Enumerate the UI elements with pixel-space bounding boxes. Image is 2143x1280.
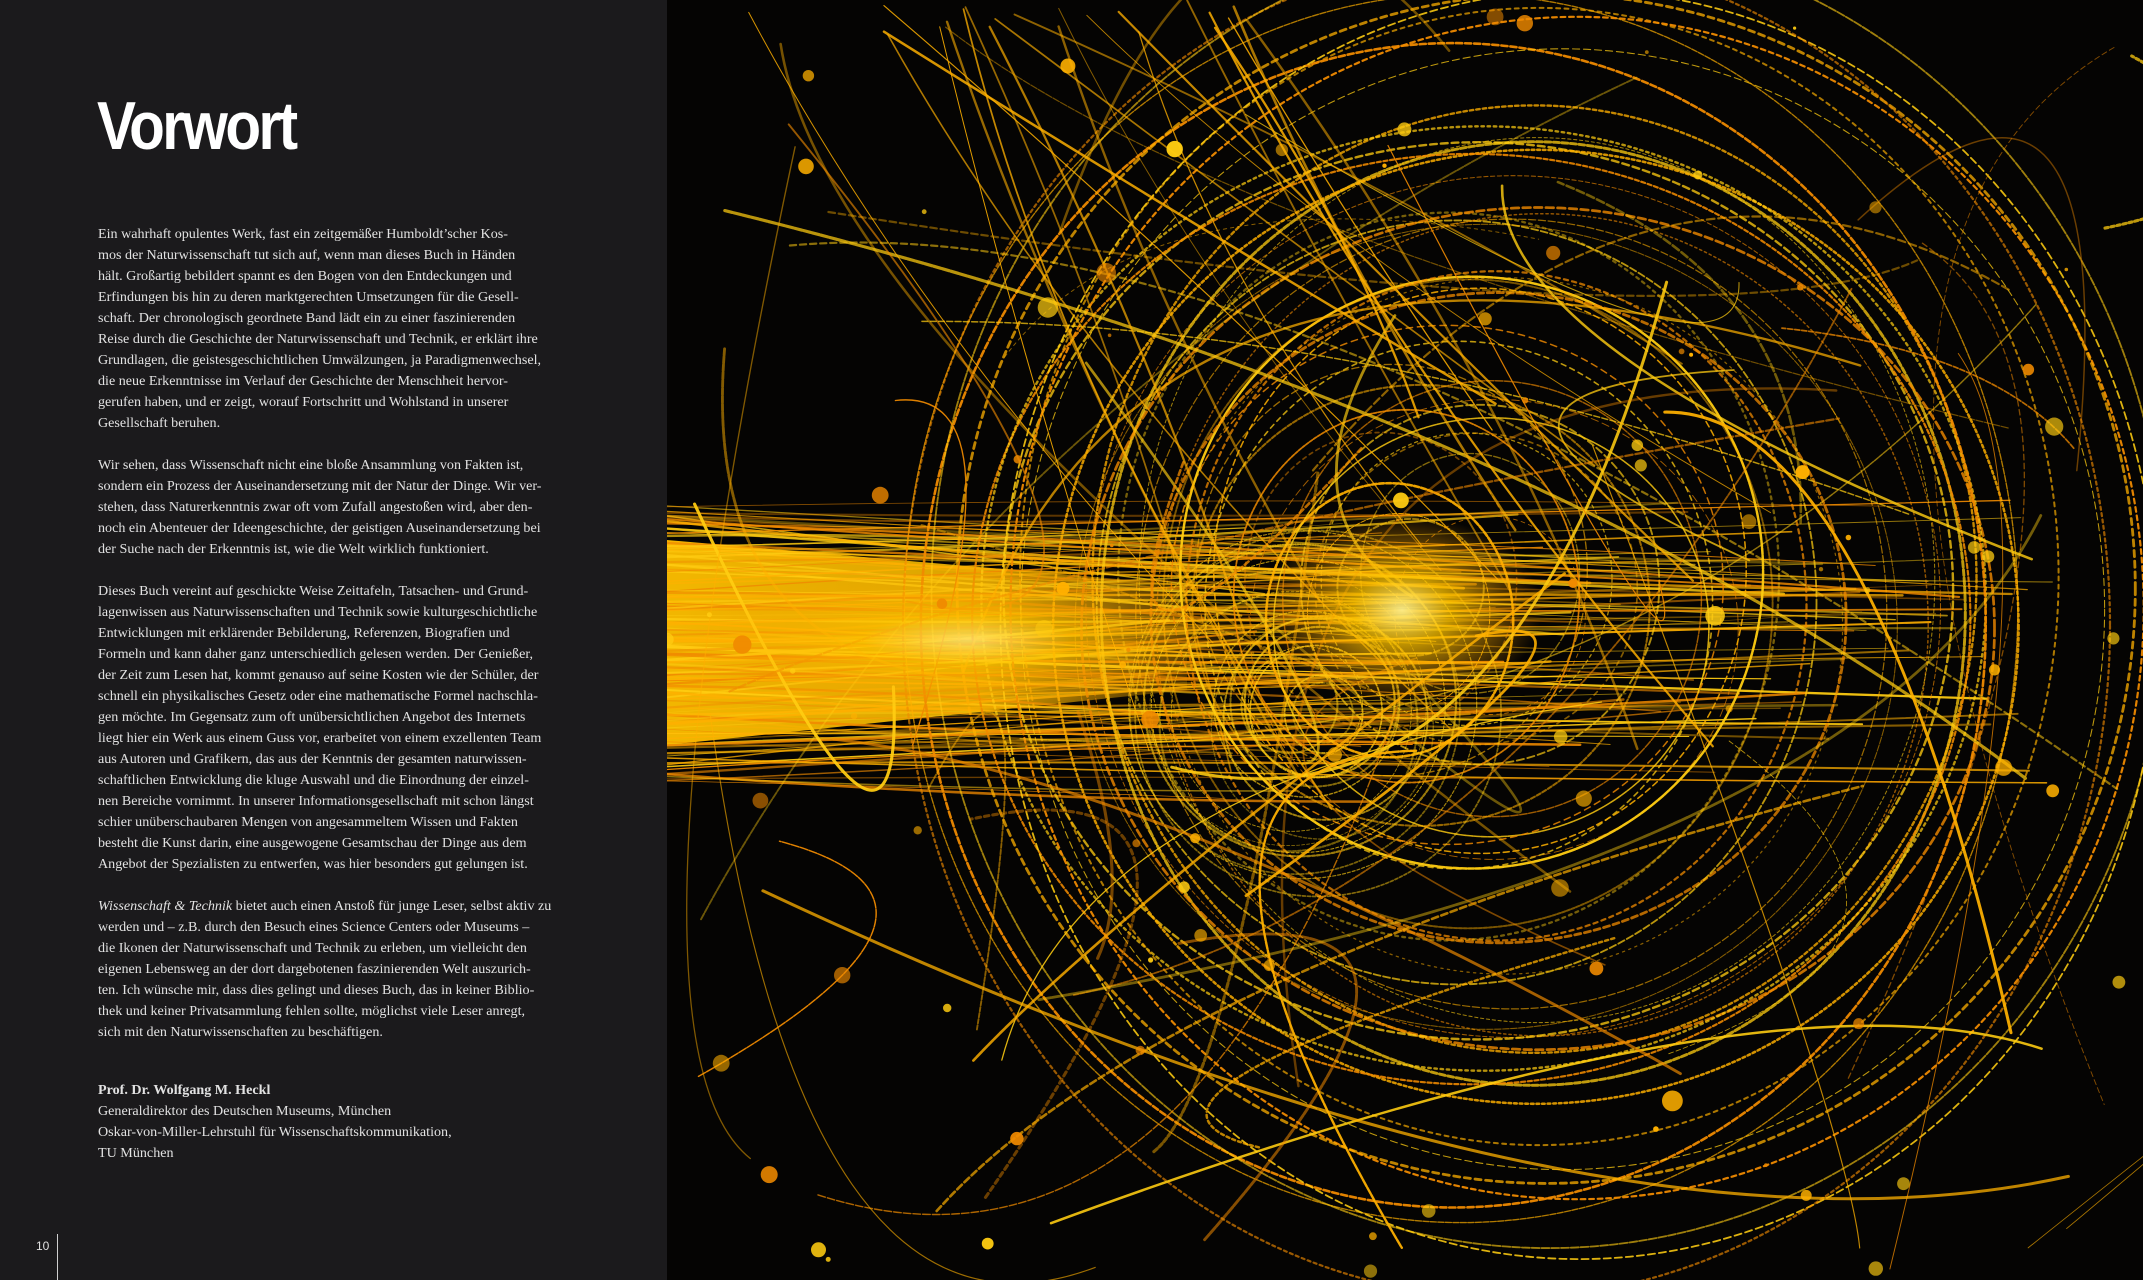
paragraph-3 — [98, 581, 610, 875]
text-run: bietet auch einen Anstoß für junge Leser, selbst aktiv zu — [232, 898, 552, 914]
text-line: Erfindungen bis hin zu deren marktgerechten Umsetzungen für die Gesell- — [98, 289, 519, 305]
bubble-spot — [1982, 550, 1994, 562]
paragraph-2 — [98, 455, 610, 560]
bubble-spot — [1060, 59, 1075, 74]
bubble-spot — [1653, 1126, 1659, 1132]
bubble-spot — [834, 967, 850, 983]
author-name: Prof. Dr. Wolfgang M. Heckl — [98, 1082, 271, 1098]
vertex-glow — [1262, 515, 1542, 705]
text-line: Gesellschaft beruhen. — [98, 415, 221, 431]
text-line: der Suche nach der Erkenntnis ist, wie die Welt wirklich funktioniert. — [98, 541, 489, 557]
text-line: aus Autoren und Grafikern, das aus der Kenntnis der gesamten naturwissen- — [98, 751, 527, 767]
text-line: schaftlichen Entwicklung die kluge Auswahl und die Einordnung der einzel- — [98, 772, 529, 788]
bubble-spot — [1136, 1046, 1145, 1055]
bubble-spot — [1369, 1232, 1377, 1240]
text-line: die Ikonen der Naturwissenschaft und Technik zu erleben, um vielleicht den — [98, 940, 527, 956]
bubble-spot — [1264, 960, 1275, 971]
bubble-spot — [2107, 632, 2119, 644]
page-title: Vorwort — [97, 88, 296, 164]
text-line: der Zeit zum Lesen hat, kommt genauso auf seine Kosten wie der Schüler, der — [98, 667, 539, 683]
bubble-spot — [943, 1004, 951, 1012]
bubble-spot — [1517, 15, 1533, 31]
paragraph-4 — [98, 896, 610, 1043]
bubble-spot — [1393, 493, 1409, 509]
bubble-spot — [1632, 440, 1644, 452]
bubble-spot — [1864, 587, 1870, 593]
bubble-spot — [1010, 1132, 1023, 1145]
bubble-spot — [1190, 833, 1200, 843]
bubble-spot — [753, 793, 769, 809]
bubble-spot — [1989, 664, 2000, 675]
bubble-spot — [1554, 730, 1568, 744]
bubble-spot — [2046, 784, 2059, 797]
bubble-spot — [826, 1257, 831, 1262]
text-line: hält. Großartig bebildert spannt es den Bogen von den Entdeckungen und — [98, 268, 512, 284]
bubble-spot — [1364, 1265, 1377, 1278]
bubble-spot — [1568, 579, 1577, 588]
text-line: mos der Naturwissenschaft tut sich auf, wenn man dieses Buch in Händen — [98, 247, 516, 263]
bubble-spot — [2023, 364, 2035, 376]
bubble-spot — [733, 635, 751, 653]
text-line: sondern ein Prozess der Auseinandersetzung mit der Natur der Dinge. Wir ver- — [98, 478, 542, 494]
bubble-spot — [1693, 171, 1702, 180]
bubble-spot — [1546, 246, 1560, 260]
bubble-spot — [1705, 606, 1725, 626]
bubble-spot — [713, 1055, 730, 1072]
text-line: thek und keiner Privatsammlung fehlen sollte, möglichst viele Leser anregt, — [98, 1003, 526, 1019]
bubble-spot — [1897, 1177, 1910, 1190]
bubble-spot — [798, 159, 814, 175]
bubble-spot — [1141, 711, 1159, 729]
text-line: schnell ein physikalisches Gesetz oder eine mathematische Formel nachschla- — [98, 688, 538, 704]
bubble-spot — [1522, 397, 1528, 403]
text-line: Angebot der Spezialisten zu entwerfen, was hier besonders gut gelungen ist. — [98, 856, 528, 872]
book-title-italic: Wissenschaft & Technik — [98, 898, 233, 914]
bubble-spot — [707, 612, 712, 617]
bubble-spot — [1119, 661, 1126, 668]
text-line: Formeln und kann daher ganz unterschiedlich gelesen werden. Der Genießer, — [98, 646, 533, 662]
text-line: lagenwissen aus Naturwissenschaften und Technik sowie kulturgeschichtliche — [98, 604, 538, 620]
text-line: noch ein Abenteuer der Ideengeschichte, der geistigen Auseinandersetzung bei — [98, 520, 541, 536]
bubble-spot — [2065, 268, 2069, 272]
bubble-spot — [1126, 648, 1130, 652]
text-line: besteht die Kunst darin, eine ausgewogene Gesamtschau der Dinge aus dem — [98, 835, 527, 851]
beam-glow — [667, 570, 1267, 710]
text-line: die neue Erkenntnisse im Verlauf der Geschichte der Menschheit hervor- — [98, 373, 508, 389]
bubble-spot — [1662, 1091, 1683, 1112]
text-line: Ein wahrhaft opulentes Werk, fast ein zeitgemäßer Humboldt’scher Kos- — [98, 226, 508, 242]
text-line: schier unüberschaubaren Mengen von angesammeltem Wissen und Fakten — [98, 814, 518, 830]
bubble-spot — [1869, 1261, 1883, 1275]
bubble-spot — [872, 487, 889, 504]
bubble-spot — [1551, 879, 1569, 897]
paragraph-1 — [98, 224, 610, 434]
bubble-spot — [1035, 620, 1053, 638]
signature-block — [98, 1080, 618, 1164]
bubble-spot — [790, 668, 795, 673]
particle-tracks-image — [667, 0, 2143, 1280]
left-page — [0, 0, 667, 1280]
bubble-spot — [1167, 141, 1183, 157]
bubble-spot — [914, 826, 922, 834]
text-line: gen möchte. Im Gegensatz zum oft unübersichtlichen Angebot des Internets — [98, 709, 526, 725]
bubble-chamber-photo — [667, 0, 2143, 1280]
bubble-spot — [1635, 459, 1647, 471]
text-line: nen Bereiche vornimmt. In unserer Informationsgesellschaft mit schon längst — [98, 793, 534, 809]
bubble-spot — [1645, 50, 1649, 54]
bubble-spot — [761, 1166, 778, 1183]
bubble-spot — [1148, 957, 1153, 962]
text-line: eigenen Lebensweg an der dort dargebotenen faszinierenden Welt auszurich- — [98, 961, 531, 977]
bubble-spot — [982, 1238, 994, 1250]
bubble-spot — [1995, 759, 2012, 776]
bubble-spot — [1689, 353, 1693, 357]
bubble-spot — [1742, 514, 1757, 529]
bubble-spot — [1764, 1163, 1768, 1167]
bubble-spot — [1576, 791, 1592, 807]
text-line-first — [98, 896, 610, 917]
bubble-spot — [803, 70, 814, 81]
bubble-spot — [1014, 455, 1022, 463]
bubble-spot — [1194, 929, 1207, 942]
text-line: gerufen haben, und er zeigt, worauf Fortschritt und Wohlstand in unserer — [98, 394, 509, 410]
bubble-spot — [2113, 976, 2126, 989]
bubble-spot — [1726, 705, 1733, 712]
bubble-spot — [1397, 122, 1411, 136]
page-number-rule — [57, 1234, 58, 1280]
bubble-spot — [811, 1242, 826, 1257]
text-line: liegt hier ein Werk aus einem Guss vor, erarbeitet von einem exzellenten Team — [98, 730, 542, 746]
text-line: schaft. Der chronologisch geordnete Band lädt ein zu einer faszinierenden — [98, 310, 516, 326]
text-line: Dieses Buch vereint auf geschickte Weise Zeittafeln, Tatsachen- und Grund- — [98, 583, 529, 599]
text-line: Entwicklungen mit erklärender Bebilderung, Referenzen, Biografien und — [98, 625, 510, 641]
bubble-spot — [2045, 418, 2063, 436]
bubble-spot — [1853, 1018, 1864, 1029]
bubble-spot — [1796, 465, 1810, 479]
bubble-spot — [1422, 1204, 1436, 1218]
body-text — [98, 224, 610, 1043]
author-role: TU München — [98, 1145, 174, 1161]
bubble-spot — [937, 598, 948, 609]
bubble-spot — [1108, 334, 1112, 338]
bubble-spot — [922, 209, 927, 214]
bubble-spot — [1819, 567, 1823, 571]
bubble-spot — [1590, 962, 1604, 976]
bubble-spot — [1276, 144, 1288, 156]
author-role: Oskar-von-Miller-Lehrstuhl für Wissenschaftskommunikation, — [98, 1124, 452, 1140]
bubble-spot — [1479, 312, 1492, 325]
page-number: 10 — [36, 1239, 50, 1253]
text-line: sich mit den Naturwissenschaften zu beschäftigen. — [98, 1024, 383, 1040]
text-line: stehen, dass Naturerkenntnis zwar oft vom Zufall angestoßen wird, aber den- — [98, 499, 533, 515]
bubble-spot — [1382, 164, 1386, 168]
text-line: Wir sehen, dass Wissenschaft nicht eine bloße Ansammlung von Fakten ist, — [98, 457, 524, 473]
bubble-spot — [1327, 747, 1342, 762]
bubble-spot — [1846, 535, 1852, 541]
bubble-spot — [1096, 263, 1116, 283]
bubble-spot — [1132, 839, 1140, 847]
text-line: ten. Ich wünsche mir, dass dies gelingt und dieses Buch, das in keiner Biblio- — [98, 982, 535, 998]
bubble-spot — [1869, 201, 1881, 213]
bubble-spot — [1793, 27, 1796, 30]
text-line: Reise durch die Geschichte der Naturwissenschaft und Technik, er erklärt ihre — [98, 331, 538, 347]
bubble-spot — [1038, 297, 1058, 317]
bubble-spot — [1057, 582, 1070, 595]
bubble-spot — [1797, 284, 1803, 290]
bubble-spot — [1178, 881, 1189, 892]
bubble-spot — [1801, 1190, 1812, 1201]
author-role: Generaldirektor des Deutschen Museums, München — [98, 1103, 392, 1119]
bubble-spot — [1968, 541, 1981, 554]
text-line: Grundlagen, die geistesgeschichtlichen Umwälzungen, ja Paradigmenwechsel, — [98, 352, 542, 368]
bubble-spot — [1487, 9, 1504, 26]
bubble-spot — [851, 713, 857, 719]
bubble-spot — [1110, 544, 1114, 548]
text-line: werden und – z.B. durch den Besuch eines Science Centers oder Museums – — [98, 919, 530, 935]
bubble-spot — [1679, 349, 1685, 355]
